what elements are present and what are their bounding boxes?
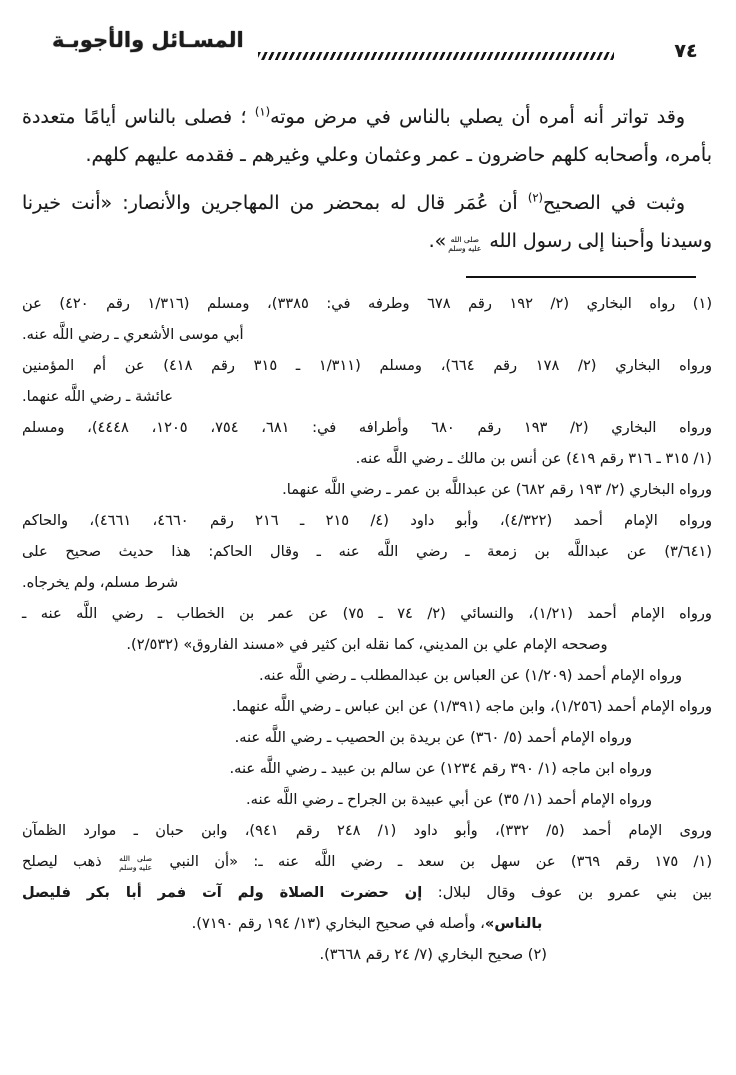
text-segment: ورواه البخاري (٢/ ١٩٣ رقم ٦٨٢) عن عبداللَّه بن عمر ـ رضي اللَّه عنهما.	[282, 481, 712, 498]
page-header	[0, 0, 736, 78]
text-segment: (١/ ١٧٥ رقم ٣٦٩) عن سهل بن سعد ـ رضي اللَّه عنه ـ: «أن النبي	[154, 853, 713, 870]
footnote-line	[22, 691, 712, 722]
footnote-line	[22, 474, 712, 505]
paragraph	[22, 98, 712, 174]
text-segment: (٢) صحيح البخاري (٧/ ٢٤ رقم ٣٦٦٨).	[319, 946, 547, 963]
decorative-hatched-rule	[258, 52, 614, 60]
footnote-line	[22, 722, 712, 753]
bold-hadith-text: إن حضرت الصلاة ولم آت فمر أبا بكر فليصل	[22, 884, 423, 901]
footnote-line	[22, 908, 712, 939]
footnote-reference: (٢)	[527, 190, 543, 205]
text-segment: وثبت في الصحيح	[543, 192, 685, 214]
footnote-line	[22, 660, 712, 691]
text-segment: ورواه الإمام أحمد (٥/ ٣٦٠) عن بريدة بن الحصيب ـ رضي اللَّه عنه.	[234, 729, 632, 746]
footnote-separator	[466, 276, 696, 278]
footnote-line	[22, 598, 712, 629]
footnote-line	[22, 877, 712, 908]
footnote-line	[22, 443, 712, 474]
text-segment: (١/ ٣١٥ ـ ٣١٦ رقم ٤١٩) عن أنس بن مالك ـ رضي اللَّه عنه.	[355, 450, 712, 467]
text-segment: (٣/٦٤١) عن عبداللَّه بن زمعة ـ رضي اللَّه عنه ـ وقال الحاكم: هذا حديث صحيح على	[22, 543, 712, 560]
text-segment: (١) رواه البخاري (٢/ ١٩٢ رقم ٦٧٨ وطرفه في: ٣٣٨٥)، ومسلم (١/٣١٦ رقم ٤٢٠) عن	[22, 295, 713, 312]
text-segment: ؛ فصلى بالناس أيامًا متعددة بأمره، وأصحابه كلهم حاضرون ـ عمر وعثمان وعلي وغيرهم ـ فقدمه عليهم كلهم.	[22, 106, 712, 166]
text-segment: وروى الإمام أحمد (٥/ ٣٣٢)، وأبو داود (١/ ٢٤٨ رقم ٩٤١)، وابن حبان ـ موارد الظمآن	[22, 822, 713, 839]
footnotes-section	[0, 288, 736, 970]
text-segment: ».	[428, 230, 447, 252]
footnote-line	[22, 815, 712, 846]
main-text	[0, 78, 736, 260]
footnote-line	[22, 505, 712, 536]
text-segment: ورواه البخاري (٢/ ١٩٣ رقم ٦٨٠ وأطرافه في: ٦٨١، ٧٥٤، ١٢٠٥، ٤٤٤٨)، ومسلم	[22, 419, 712, 436]
text-segment: وصححه الإمام علي بن المديني، كما نقله ابن كثير في «مسند الفاروق» (٢/٥٣٢).	[126, 636, 608, 653]
page-number: ٧٤	[674, 40, 698, 62]
footnote-line	[22, 288, 712, 319]
footnote-line	[22, 536, 712, 567]
paragraph	[22, 184, 712, 260]
text-segment: بين بني عمرو بن عوف وقال لبلال:	[422, 884, 712, 901]
footnote-line	[22, 753, 712, 784]
text-segment: شرط مسلم، ولم يخرجاه.	[22, 574, 179, 591]
text-segment: عائشة ـ رضي اللَّه عنهما.	[22, 388, 174, 405]
footnote-line	[22, 412, 712, 443]
text-segment: ، وأصله في صحيح البخاري (١٣/ ١٩٤ رقم ٧١٩٠).	[191, 915, 485, 932]
footnote-line	[22, 319, 712, 350]
footnote-line	[22, 381, 712, 412]
text-segment: ورواه البخاري (٢/ ١٧٨ رقم ٦٦٤)، ومسلم (١/٣١١ ـ ٣١٥ رقم ٤١٨) عن أم المؤمنين	[22, 357, 712, 374]
footnote-reference: (١)	[254, 104, 271, 119]
text-segment: أن عُمَر قال له بمحضر من المهاجرين والأنصار: «أنت خيرنا وسيدنا وأحبنا إلى رسول الله	[22, 192, 712, 252]
text-segment: أبي موسى الأشعري ـ رضي اللَّه عنه.	[22, 326, 244, 343]
text-segment: وقد تواتر أنه أمره أن يصلي بالناس في مرض موته	[270, 106, 685, 128]
footnote-line	[22, 784, 712, 815]
footnote-line	[22, 350, 712, 381]
text-segment: ذهب ليصلح	[22, 853, 118, 870]
footnote-line	[22, 629, 712, 660]
text-segment: ورواه ابن ماجه (١/ ٣٩٠ رقم ١٢٣٤) عن سالم بن عبيد ـ رضي اللَّه عنه.	[229, 760, 652, 777]
footnote-line	[22, 939, 712, 970]
salla-allahu-alayhi-wa-sallam-mark: صلى الله عليه وسلم	[119, 854, 153, 872]
text-segment: ورواه الإمام أحمد (١/٢٠٩) عن العباس بن عبدالمطلب ـ رضي اللَّه عنه.	[258, 667, 682, 684]
salla-allahu-alayhi-wa-sallam-mark: صلى الله عليه وسلم	[448, 235, 482, 253]
footnote-line	[22, 567, 712, 598]
footnote-line	[22, 846, 712, 877]
text-segment: ورواه الإمام أحمد (١/٢١)، والنسائي (٢/ ٧٤ ـ ٧٥) عن عمر بن الخطاب ـ رضي اللَّه عنه ـ	[22, 605, 712, 622]
book-title: المسـائل والأجوبـة	[52, 28, 244, 52]
bold-hadith-text: بالناس»	[484, 915, 543, 932]
text-segment: ورواه الإمام أحمد (٤/٣٢٢)، وأبو داود (٤/ ٢١٥ ـ ٢١٦ رقم ٤٦٦٠، ٤٦٦١)، والحاكم	[22, 512, 712, 529]
text-segment: ورواه الإمام أحمد (١/ ٣٥) عن أبي عبيدة بن الجراح ـ رضي اللَّه عنه.	[246, 791, 652, 808]
text-segment: ورواه الإمام أحمد (١/٢٥٦)، وابن ماجه (١/٣٩١) عن ابن عباس ـ رضي اللَّه عنهما.	[231, 698, 712, 715]
